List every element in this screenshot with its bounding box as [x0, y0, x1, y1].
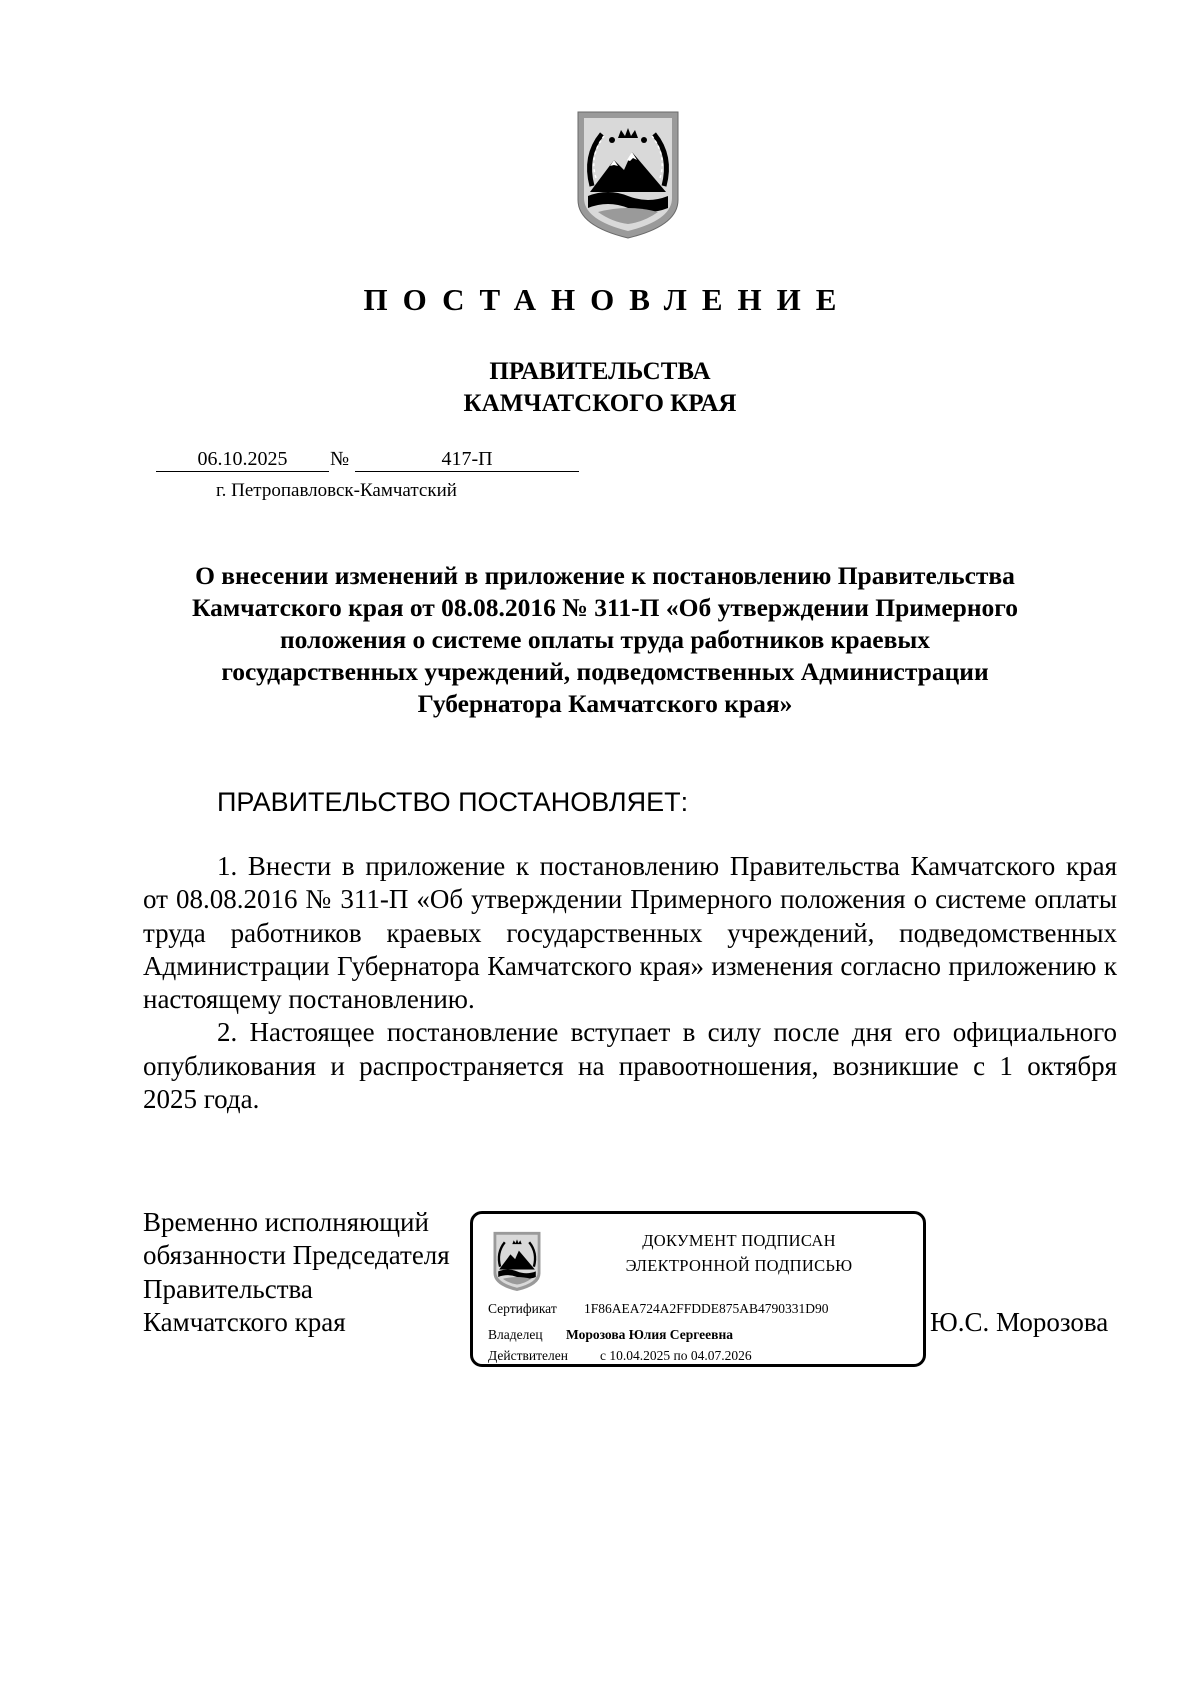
- document-type-title: ПОСТАНОВЛЕНИЕ: [363, 282, 852, 317]
- heading-line: Камчатского края от 08.08.2016 № 311-П «Об утверждении Примерного: [192, 593, 1018, 622]
- document-number: 417-П: [355, 447, 579, 472]
- signer-position-line: Камчатского края: [143, 1306, 346, 1337]
- signer-position-line: Временно исполняющий: [143, 1207, 429, 1237]
- stamp-validity-row: [488, 1348, 752, 1364]
- electronic-signature-stamp: [470, 1211, 926, 1367]
- owner-value: Морозова Юлия Сергеевна: [566, 1327, 733, 1342]
- coat-of-arms-icon: [574, 108, 682, 240]
- stamp-title: [563, 1228, 915, 1278]
- signer-name: Ю.С. Морозова: [930, 1307, 1109, 1337]
- validity-value: с 10.04.2025 по 04.07.2026: [600, 1348, 752, 1363]
- document-date: 06.10.2025: [156, 447, 329, 472]
- document-heading: [150, 560, 1060, 720]
- signer-position-line: обязанности Председателя: [143, 1240, 450, 1271]
- validity-label: Действителен: [488, 1348, 568, 1363]
- issuer-line-1: ПРАВИТЕЛЬСТВА: [489, 358, 711, 385]
- certificate-label: Сертификат: [488, 1301, 557, 1316]
- stamp-title-line-2: ЭЛЕКТРОННОЙ ПОДПИСЬЮ: [625, 1256, 853, 1275]
- certificate-value: 1F86AEA724A2FFDDE875AB4790331D90: [584, 1301, 829, 1316]
- decree-phrase: ПРАВИТЕЛЬСТВО ПОСТАНОВЛЯЕТ:: [217, 787, 689, 817]
- document-body: [143, 850, 1117, 1116]
- heading-line: государственных учреждений, подведомственных Администрации: [221, 657, 989, 686]
- body-paragraph-2: 2. Настоящее постановление вступает в силу после дня его официального опубликования и распространяется на правоотношения, возникшие с 1 октября 2025 года.: [143, 1017, 1117, 1115]
- stamp-coat-of-arms-icon: [491, 1230, 543, 1292]
- heading-line: Губернатора Камчатского края»: [417, 689, 793, 718]
- stamp-owner-row: [488, 1327, 733, 1343]
- heading-line: О внесении изменений в приложение к постановлению Правительства: [195, 561, 1015, 590]
- heading-line: положения о системе оплаты труда работников краевых: [279, 625, 931, 654]
- owner-label: Владелец: [488, 1327, 543, 1342]
- signer-position-line: Правительства: [143, 1273, 313, 1304]
- number-sign: №: [330, 448, 350, 470]
- body-paragraph-1: 1. Внести в приложение к постановлению Правительства Камчатского края от 08.08.2016 № 311-П «Об утверждении Примерного положения о системе оплаты труда работников краевых государственных учреждений, подведомственных Администрации Губернатора Камчатского края» изменения согласно приложению к настоящему постановлению.: [143, 851, 1117, 1015]
- issuer-line-2: КАМЧАТСКОГО КРАЯ: [463, 390, 737, 417]
- stamp-certificate-row: [488, 1301, 829, 1317]
- signer-position: [143, 1206, 450, 1339]
- stamp-title-line-1: ДОКУМЕНТ ПОДПИСАН: [642, 1231, 836, 1250]
- document-city: г. Петропавловск-Камчатский: [216, 480, 457, 501]
